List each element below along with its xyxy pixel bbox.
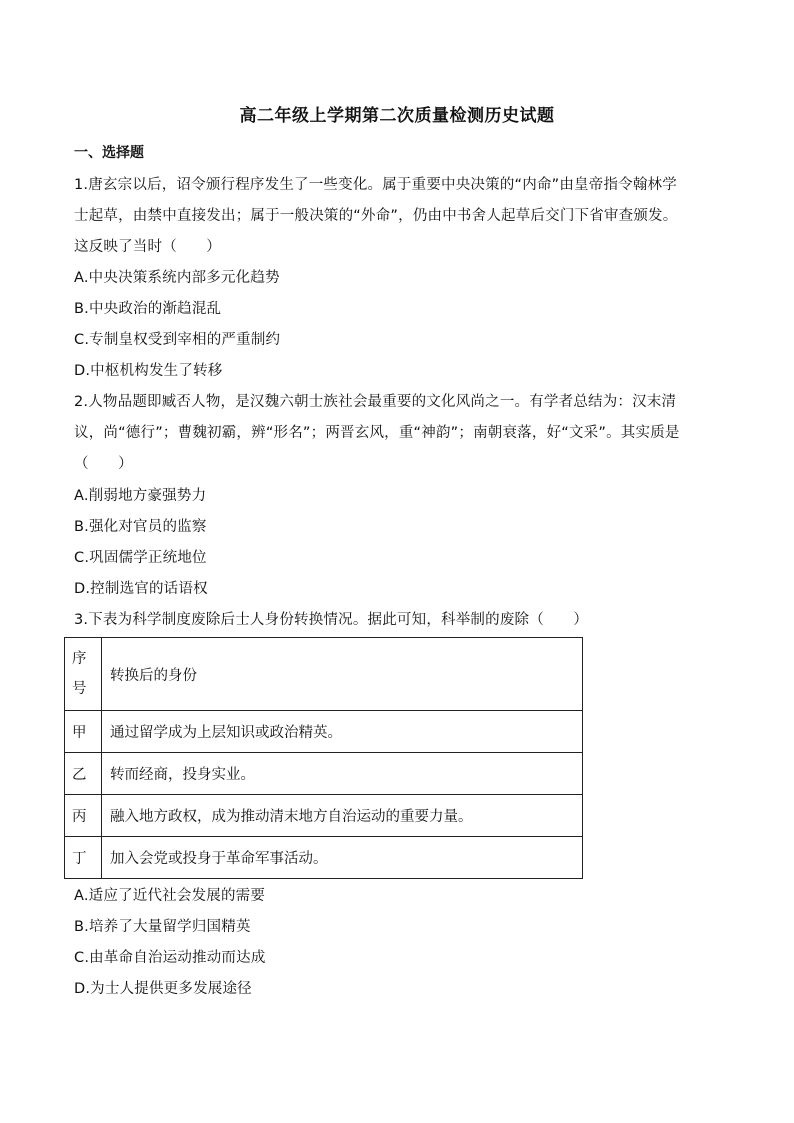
identity-table [64, 637, 583, 879]
table-header-row [65, 638, 583, 711]
row-num: 乙 [65, 753, 102, 795]
q2-option-b: B.强化对官员的监察 [74, 519, 207, 535]
table-row [65, 753, 583, 795]
q2-option-d: D.控制选官的话语权 [74, 581, 208, 597]
header-content-cell: 转换后的身份 [102, 638, 583, 711]
row-num: 丁 [65, 837, 102, 879]
row-num: 丙 [65, 795, 102, 837]
row-num: 甲 [65, 711, 102, 753]
q3-option-c: C.由革命自治运动推动而达成 [74, 950, 266, 966]
q1-option-d: D.中枢机构发生了转移 [74, 363, 223, 379]
q1-option-c: C.专制皇权受到宰相的严重制约 [74, 332, 281, 348]
q1-stem-line-3: 这反映了当时（ ） [74, 239, 221, 255]
q3-stem: 3.下表为科学制度废除后士人身份转换情况。据此可知，科举制的废除（ ） [74, 612, 589, 628]
row-content: 通过留学成为上层知识或政治精英。 [102, 711, 583, 753]
q2-stem-line-2: 议，尚“德行”；曹魏初霸，辨“形名”；两晋玄风，重“神韵”；南朝衰落，好“文采”。其实质是 [74, 425, 680, 441]
q1-stem-line-2: 士起草，由禁中直接发出；属于一般决策的“外命”，仍由中书舍人起草后交门下省审查颁发。 [74, 208, 678, 224]
table-row [65, 837, 583, 879]
q2-stem-line-3: （ ） [74, 456, 133, 472]
q1-option-a: A.中央决策系统内部多元化趋势 [74, 270, 280, 286]
table-row [65, 711, 583, 753]
section-heading: 一、选择题 [74, 145, 144, 161]
header-num-cell [65, 638, 102, 711]
header-num-top: 序 [72, 651, 87, 667]
q2-stem-line-1: 2.人物品题即臧否人物，是汉魏六朝士族社会最重要的文化风尚之一。有学者总结为：汉末清 [74, 394, 677, 410]
q3-option-d: D.为士人提供更多发展途径 [74, 981, 252, 997]
q3-option-b: B.培养了大量留学归国精英 [74, 919, 251, 935]
q3-option-a: A.适应了近代社会发展的需要 [74, 888, 266, 904]
q1-option-b: B.中央政治的渐趋混乱 [74, 301, 222, 317]
page-title: 高二年级上学期第二次质量检测历史试题 [239, 106, 555, 126]
row-content: 融入地方政权，成为推动清末地方自治运动的重要力量。 [102, 795, 583, 837]
q2-option-c: C.巩固儒学正统地位 [74, 550, 207, 566]
row-content: 转而经商，投身实业。 [102, 753, 583, 795]
row-content: 加入会党或投身于革命军事活动。 [102, 837, 583, 879]
table-row [65, 795, 583, 837]
q2-option-a: A.削弱地方豪强势力 [74, 488, 207, 504]
q1-stem-line-1: 1.唐玄宗以后，诏令颁行程序发生了一些变化。属于重要中央决策的“内命”由皇帝指令翰林学 [74, 177, 677, 193]
header-num-bottom: 号 [72, 681, 87, 697]
